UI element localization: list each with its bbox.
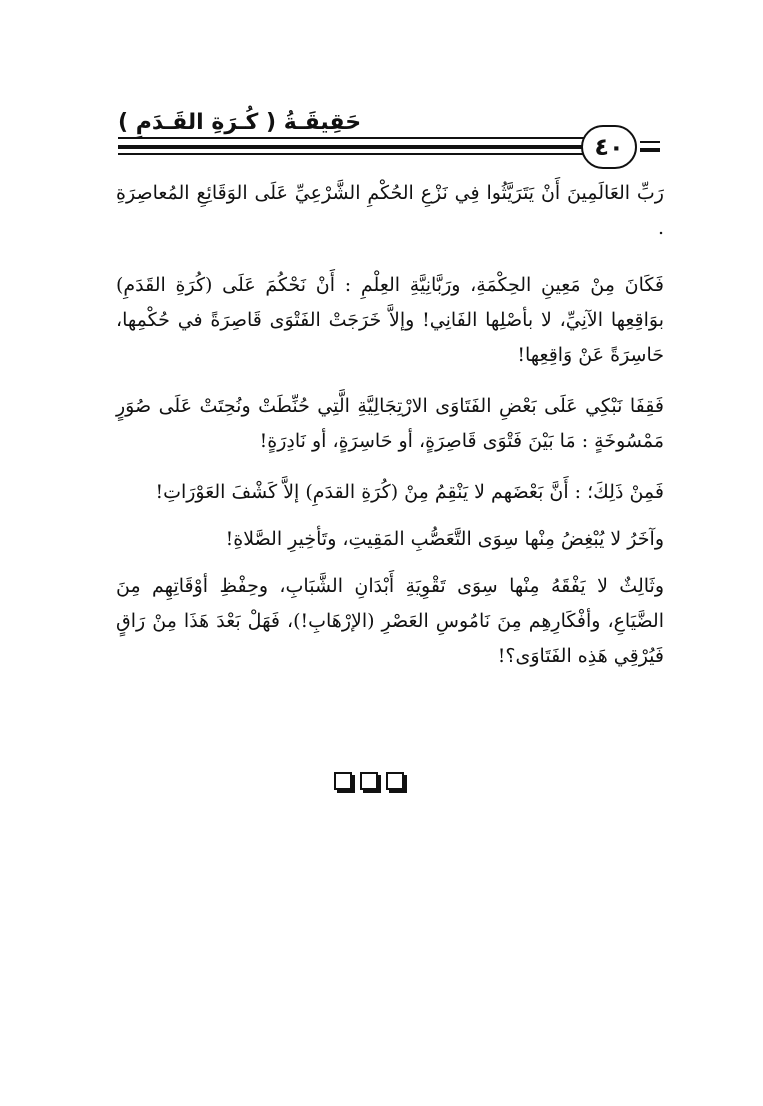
paragraph-4: فَمِنْ ذَلِكَ؛ : أَنَّ بَعْضَهم لا يَنْقِمُ مِنْ (كُرَةِ القدَمِ) إلاَّ كَشْفَ العَوْرَاتِ! bbox=[155, 481, 664, 503]
header-rule-top bbox=[118, 137, 588, 139]
paragraph-5: وآخَرُ لا يُبْغِضُ مِنْها سِوَى التَّعَصُّبِ المَقِيتِ، وتَأخِيرِ الصَّلاةِ! bbox=[225, 528, 664, 550]
ornament-square-icon bbox=[334, 772, 352, 790]
page-number: ٤٠ bbox=[594, 133, 624, 161]
section-end-ornament bbox=[334, 772, 404, 790]
running-header-title: حَقِيقَـةُ ( كُـرَةِ القَـدَمِ ) bbox=[118, 110, 362, 135]
page-body bbox=[116, 176, 664, 690]
paragraph-3: فَقِفَا نَبْكِي عَلَى بَعْضِ الفَتَاوَى الارْتِجَالِيَّةِ الَّتِي حُنِّطَتْ ونُحِتَتْ عَلَى صُوَرٍ مَمْسُوخَةٍ : مَا بَيْنَ فَتْوَى قَاصِرَةٍ، أو حَاسِرَةٍ، أو نَادِرَةٍ! bbox=[116, 395, 664, 452]
header-rule-bottom bbox=[118, 153, 588, 155]
page-number-badge bbox=[581, 125, 637, 169]
paragraph-6: وثَالِثٌ لا يَفْقَهُ مِنْها سِوَى تَقْوِيَةِ أَبْدَانِ الشَّبَابِ، وحِفْظِ أوْقَاتِهِم مِنَ الضَّيَاعِ، وأفْكَارِهِم مِنَ نَامُوسِ العَصْرِ (الإرْهَابِ!)، فَهَلْ بَعْدَ هَذَا مِنْ رَاقٍ فَيُرْقِي هَذِه الفَتَاوَى؟! bbox=[116, 575, 664, 667]
ornament-square-icon bbox=[360, 772, 378, 790]
ornament-square-icon bbox=[386, 772, 404, 790]
header-rule-tail-bottom bbox=[640, 148, 660, 152]
header-rule-middle bbox=[118, 145, 588, 149]
paragraph-2: فَكَانَ مِنْ مَعِينِ الحِكْمَةِ، ورَبَّانِيَّةِ العِلْمِ : أَنْ نَحْكُمَ عَلَى (كُرَةِ القَدَمِ) بوَاقِعِها الآنِيِّ، لا بأصْلِها الفَانِي! وإلاَّ خَرَجَتْ الفَتْوَى قَاصِرَةً في حُكْمِها، حَاسِرَةً عَنْ وَاقِعِها! bbox=[116, 274, 664, 366]
paragraph-1: رَبِّ العَالَمِينَ أَنْ يَتَرَيَّثُوا فِي نَزْعِ الحُكْمِ الشَّرْعِيِّ عَلَى الوَقَائِعِ المُعاصِرَةِ . bbox=[116, 182, 664, 239]
header-rule-tail-top bbox=[640, 141, 660, 143]
